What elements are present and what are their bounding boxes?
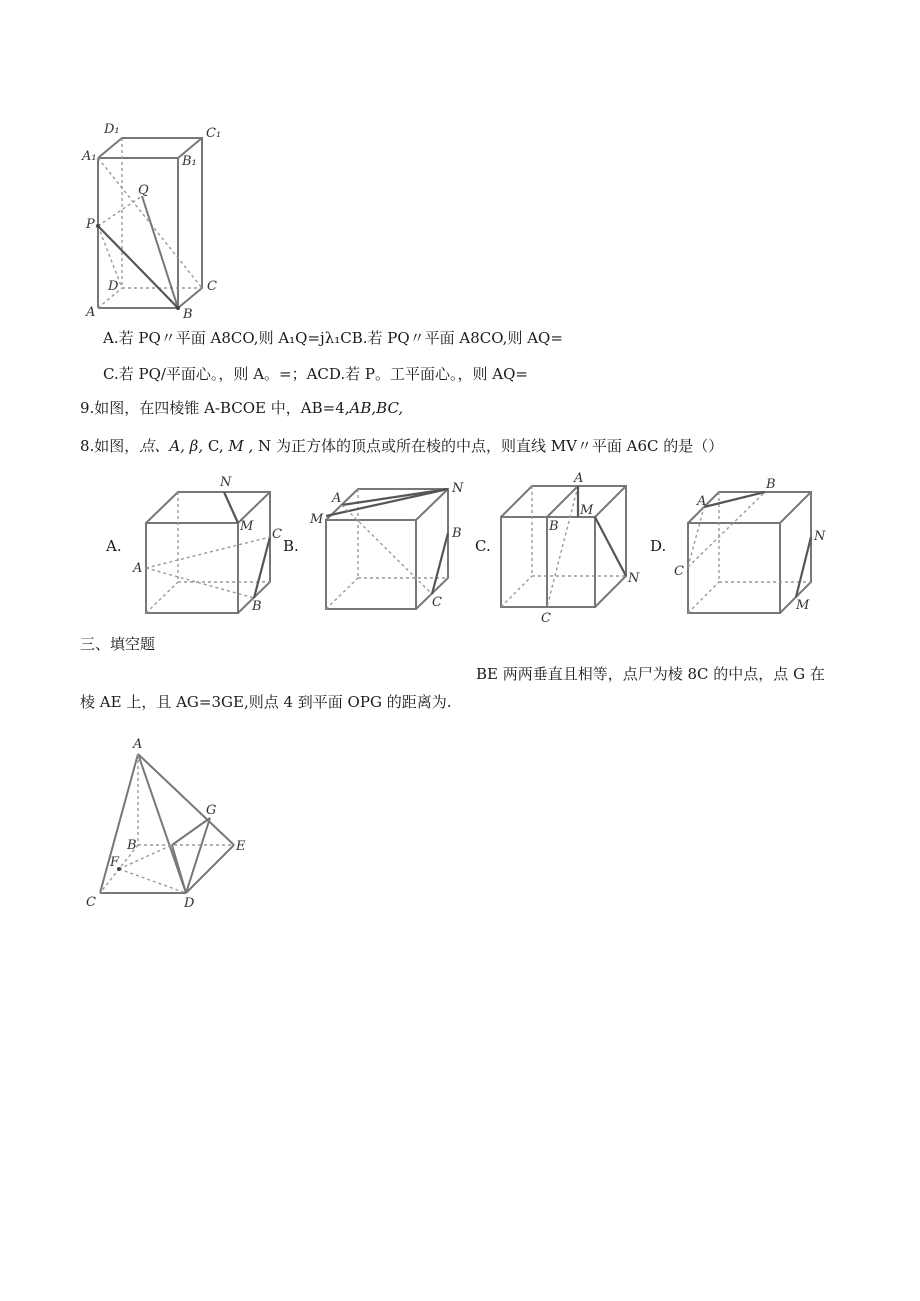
cube-c-label-C: C xyxy=(541,611,551,626)
cube-b-label-A: A xyxy=(332,491,342,506)
cube-b-label-B: B xyxy=(452,526,462,541)
cube-d-label-C: C xyxy=(674,564,684,579)
cube-b-label-C: C xyxy=(432,595,442,610)
question-8-mid: C, xyxy=(203,437,229,455)
cube-c-label-B: B xyxy=(549,519,559,534)
cube-c-label-M: M xyxy=(580,503,594,518)
pyr-label-B: B xyxy=(127,838,137,853)
option-a-label: A. xyxy=(106,537,122,555)
question-9-end: 棱 AE 上，且 AG=3GE,则点 4 到平面 OPG 的距离为. xyxy=(80,693,452,711)
question-9-continued: BE 两两垂直且相等，点尸为棱 8C 的中点，点 G 在 xyxy=(476,665,825,683)
cube-d-label-N: N xyxy=(814,529,826,544)
label-Q: Q xyxy=(138,183,149,198)
option-d-label: D. xyxy=(650,537,667,555)
label-A1: A₁ xyxy=(82,149,97,164)
cube-a-label-B: B xyxy=(252,599,262,614)
label-C: C xyxy=(207,279,217,294)
option-c-label: C. xyxy=(475,537,491,555)
question-8-italic-2: M , xyxy=(228,437,254,455)
question-8-italic-1: 点、A, β, xyxy=(139,437,204,455)
cube-a-label-C: C xyxy=(272,527,282,542)
option-b-label: B. xyxy=(283,537,299,555)
label-P: P xyxy=(86,217,95,232)
option-line-ab: A.若 PQ〃平面 A8CO,则 A₁Q=jλ₁CB.若 PQ〃平面 A8CO,则 AQ= xyxy=(103,329,563,347)
label-C1: C₁ xyxy=(206,126,222,141)
label-D1: D₁ xyxy=(104,122,120,137)
cube-a-label-M: M xyxy=(240,519,254,534)
pyr-label-E: E xyxy=(236,839,246,854)
cube-c-label-N: N xyxy=(628,571,640,586)
cube-c-label-A: A xyxy=(574,471,584,486)
option-line-cd: C.若 PQ/平面心。，则 A。=；ACD.若 P。工平面心。，则 AQ= xyxy=(103,365,528,383)
cube-d-label-A: A xyxy=(697,494,707,509)
label-D: D xyxy=(108,279,119,294)
cube-b-label-M: M xyxy=(310,512,324,527)
question-9-text: 9.如图，在四棱锥 A-BCOE 中，AB=4, xyxy=(80,399,350,417)
cube-b-label-N: N xyxy=(452,481,464,496)
section-heading: 三、填空题 xyxy=(80,635,156,653)
label-B: B xyxy=(183,307,193,322)
label-A: A xyxy=(86,305,96,320)
question-8-prefix: 8.如图， xyxy=(80,437,140,455)
pyr-label-D: D xyxy=(184,896,195,911)
cube-d-label-M: M xyxy=(796,598,810,613)
pyr-label-F: F xyxy=(110,855,120,870)
cube-a-label-A: A xyxy=(133,561,143,576)
question-9-italic: AB,BC, xyxy=(349,399,404,417)
cube-a-label-N: N xyxy=(220,475,232,490)
pyr-label-G: G xyxy=(206,803,217,818)
label-B1: B₁ xyxy=(182,154,197,169)
pyr-label-C: C xyxy=(86,895,96,910)
cube-d-label-B: B xyxy=(766,477,776,492)
pyr-label-A: A xyxy=(133,737,143,752)
question-8-rest: N 为正方体的顶点或所在棱的中点，则直线 MV〃平面 A6C 的是（） xyxy=(253,437,724,455)
